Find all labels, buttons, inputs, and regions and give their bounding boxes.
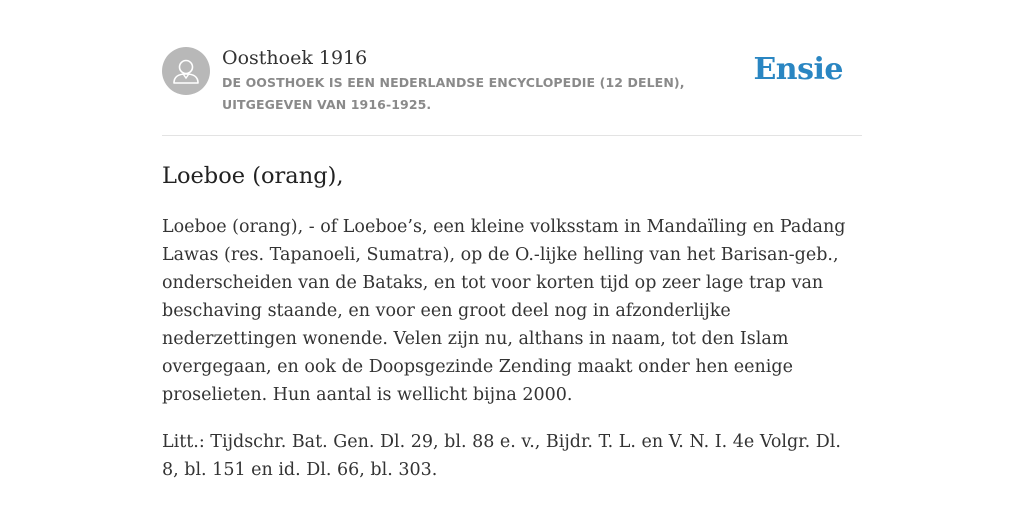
author-header: [162, 0, 862, 136]
author-avatar[interactable]: [162, 47, 210, 95]
article-paragraph-2: Litt.: Tijdschr. Bat. Gen. Dl. 29, bl. 88 e. v., Bijdr. T. L. en V. N. I. 4e Volgr. Dl. 8, bl. 151 en id. Dl. 66, bl. 303.: [162, 432, 841, 480]
user-icon: [162, 47, 210, 95]
article-paragraph-1: Loeboe (orang), - of Loeboe’s, een kleine volksstam in Mandaïling en Padang Lawas (res. Tapanoeli, Sumatra), op de O.-lijke helling van het Barisan-geb., onderscheiden van de Bataks, en tot voor korten tijd op zeer lage trap van beschaving staande, en voor een groot deel nog in afzonderlijke nederzettingen wonende. Velen zijn nu, althans in naam, tot den Islam overgegaan, en ook de Doopsgezinde Zending maakt onder hen eenige proselieten. Hun aantal is wellicht bijna 2000.: [162, 217, 846, 405]
author-description: DE OOSTHOEK IS EEN NEDERLANDSE ENCYCLOPEDIE (12 DELEN), UITGEGEVEN VAN 1916-1925.: [222, 75, 685, 112]
ensie-logo-link[interactable]: Ensie: [753, 52, 843, 87]
article-title: Loeboe (orang),: [162, 163, 344, 189]
page: [162, 0, 862, 484]
author-info: [222, 45, 762, 116]
author-name[interactable]: Oosthoek 1916: [222, 47, 368, 69]
